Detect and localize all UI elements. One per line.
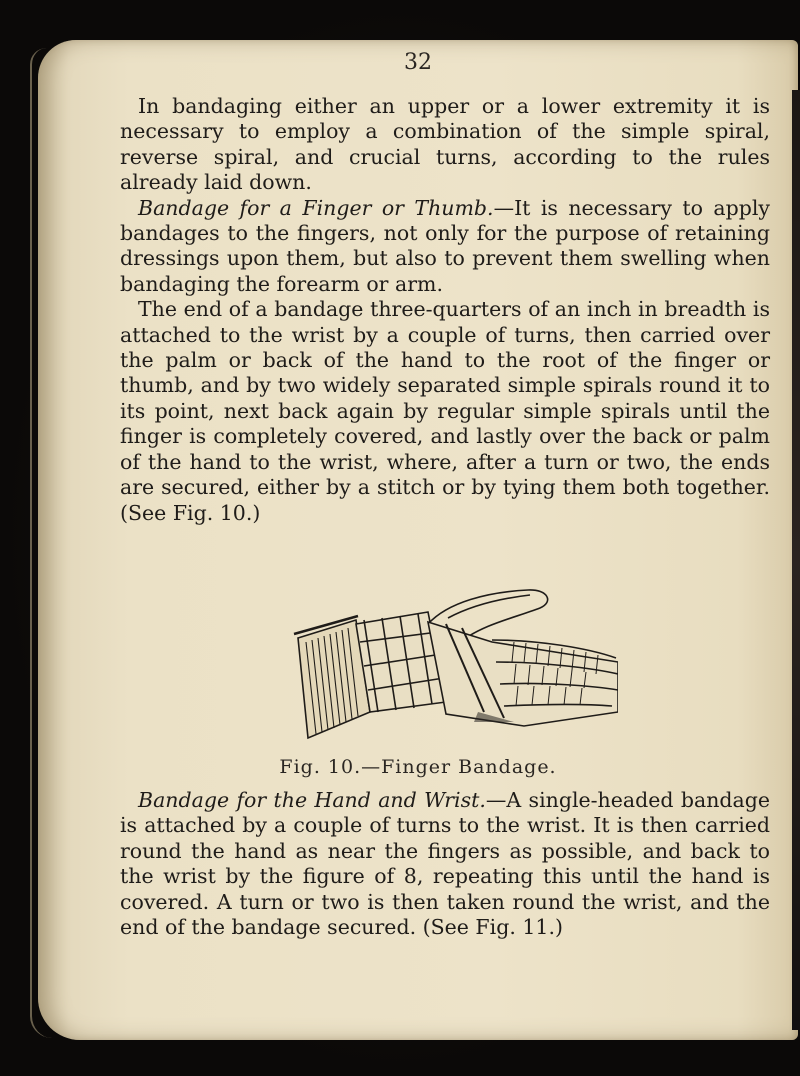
figure-caption: Fig. 10.—Finger Bandage. — [279, 756, 557, 778]
section-title-hand-wrist: Bandage for the Hand and Wrist. — [138, 788, 486, 812]
page-edge-right — [792, 90, 800, 1030]
paragraph-intro: In bandaging either an upper or a lower extremity it is necessary to employ a combination of the simple spiral, reverse spiral, and crucial turns, according to the rules already laid down. — [120, 94, 770, 195]
text-block-top — [120, 94, 770, 526]
page-edge-left — [30, 48, 52, 1038]
paragraph-hand-wrist-bandage: Bandage for the Hand and Wrist.—A single-headed bandage is attached by a couple of turns to the wrist. It is then carried round the hand as near the fingers as possible, and back to the wrist by the figure of 8, repeating this until the hand is covered. A turn or two is then taken round the wrist, and the end of the bandage secured. (See Fig. 11.) — [120, 788, 770, 940]
paragraph-finger-steps: The end of a bandage three-quarters of an inch in breadth is attached to the wrist by a couple of turns, then carried over the palm or back of the hand to the root of the finger or thumb, and by two widely separated simple spirals round it to its point, next back again by regular simple spirals until the finger is completely covered, and lastly over the back or palm of the hand to the wrist, where, after a turn or two, the ends are secured, either by a stitch or by tying them both together. (See Fig. 10.) — [120, 297, 770, 525]
paragraph-finger-bandage: Bandage for a Finger or Thumb.—It is necessary to apply bandages to the fingers, not only for the purpose of retaining dressings upon them, but also to prevent them swelling when bandaging the forearm or arm. — [120, 195, 770, 296]
bandaged-hand-illustration — [278, 562, 618, 748]
section-title-finger: Bandage for a Finger or Thumb. — [138, 195, 494, 220]
page-number: 32 — [404, 50, 432, 75]
text-block-bottom — [120, 788, 770, 940]
book-page — [38, 40, 798, 1040]
